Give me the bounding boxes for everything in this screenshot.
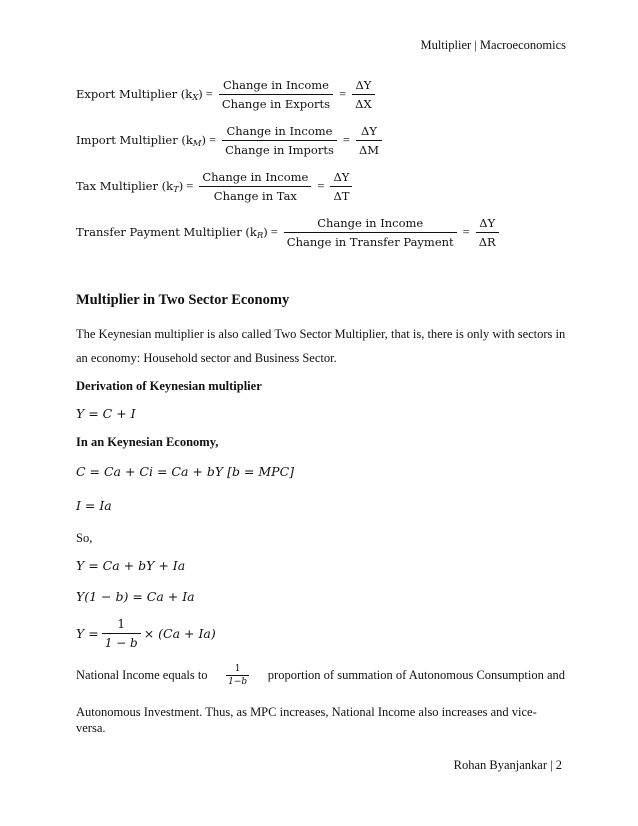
intro-line-1: The Keynesian multiplier is also called Two Sector Multiplier, that is, there is only with sectors in bbox=[76, 327, 566, 341]
equation-4: Y = Ca + bY + Ia bbox=[76, 558, 186, 573]
so-text: So, bbox=[76, 531, 93, 545]
equation-2: C = Ca + Ci = Ca + bY [b = MPC] bbox=[76, 464, 295, 479]
equation-6: Y = $\frac{1}{1 - b}$ × (Ca + Ia) bbox=[76, 617, 216, 650]
intro-line-2: an economy: Household sector and Business Sector. bbox=[76, 351, 337, 365]
import-multiplier-formula: Import Multiplier $(k_M)$ = $\frac{\text{Change in Income}}{\text{Change in Imports}}$ = $\frac{\Delta Y}{\Delta M}$ bbox=[76, 124, 385, 157]
conclusion-line-1: National Income equals to $\frac{1}{1-b}$ proportion of summation of Autonomous Consumption and bbox=[76, 664, 565, 687]
one-over-one-minus-b-fraction: $\frac{1}{1-b}$ bbox=[228, 664, 248, 687]
derivation-heading: Derivation of Keynesian multiplier bbox=[76, 379, 262, 393]
equation-1: Y = C + I bbox=[76, 406, 136, 421]
equation-5: Y(1 − b) = Ca + Ia bbox=[76, 589, 195, 604]
economy-heading: In an Keynesian Economy, bbox=[76, 435, 219, 449]
equation-3: I = Ia bbox=[76, 498, 112, 513]
export-multiplier-formula: Export Multiplier $(k_X)$ = $\frac{\text{Change in Income}}{\text{Change in Exports}}$ = $\frac{\Delta Y}{\Delta X}$ bbox=[76, 78, 378, 111]
page-header: Multiplier | Macroeconomics bbox=[420, 38, 566, 52]
section-heading: Multiplier in Two Sector Economy bbox=[76, 292, 290, 308]
tax-multiplier-formula: Tax Multiplier $(k_T)$ = $\frac{\text{Change in Income}}{\text{Change in Tax}}$ = $\frac{\Delta Y}{\Delta T}$ bbox=[76, 170, 355, 203]
transfer-payment-multiplier-formula: Transfer Payment Multiplier $(k_R)$ = $\frac{\text{Change in Income}}{\text{Change in Transfer Payment}}$ = $\frac{\Delta Y}{\Delta R}$ bbox=[76, 216, 502, 249]
page-footer: Rohan Byanjankar | 2 bbox=[453, 758, 562, 772]
conclusion-line-2: Autonomous Investment. Thus, as MPC increases, National Income also increases and vice-versa. bbox=[76, 705, 537, 735]
